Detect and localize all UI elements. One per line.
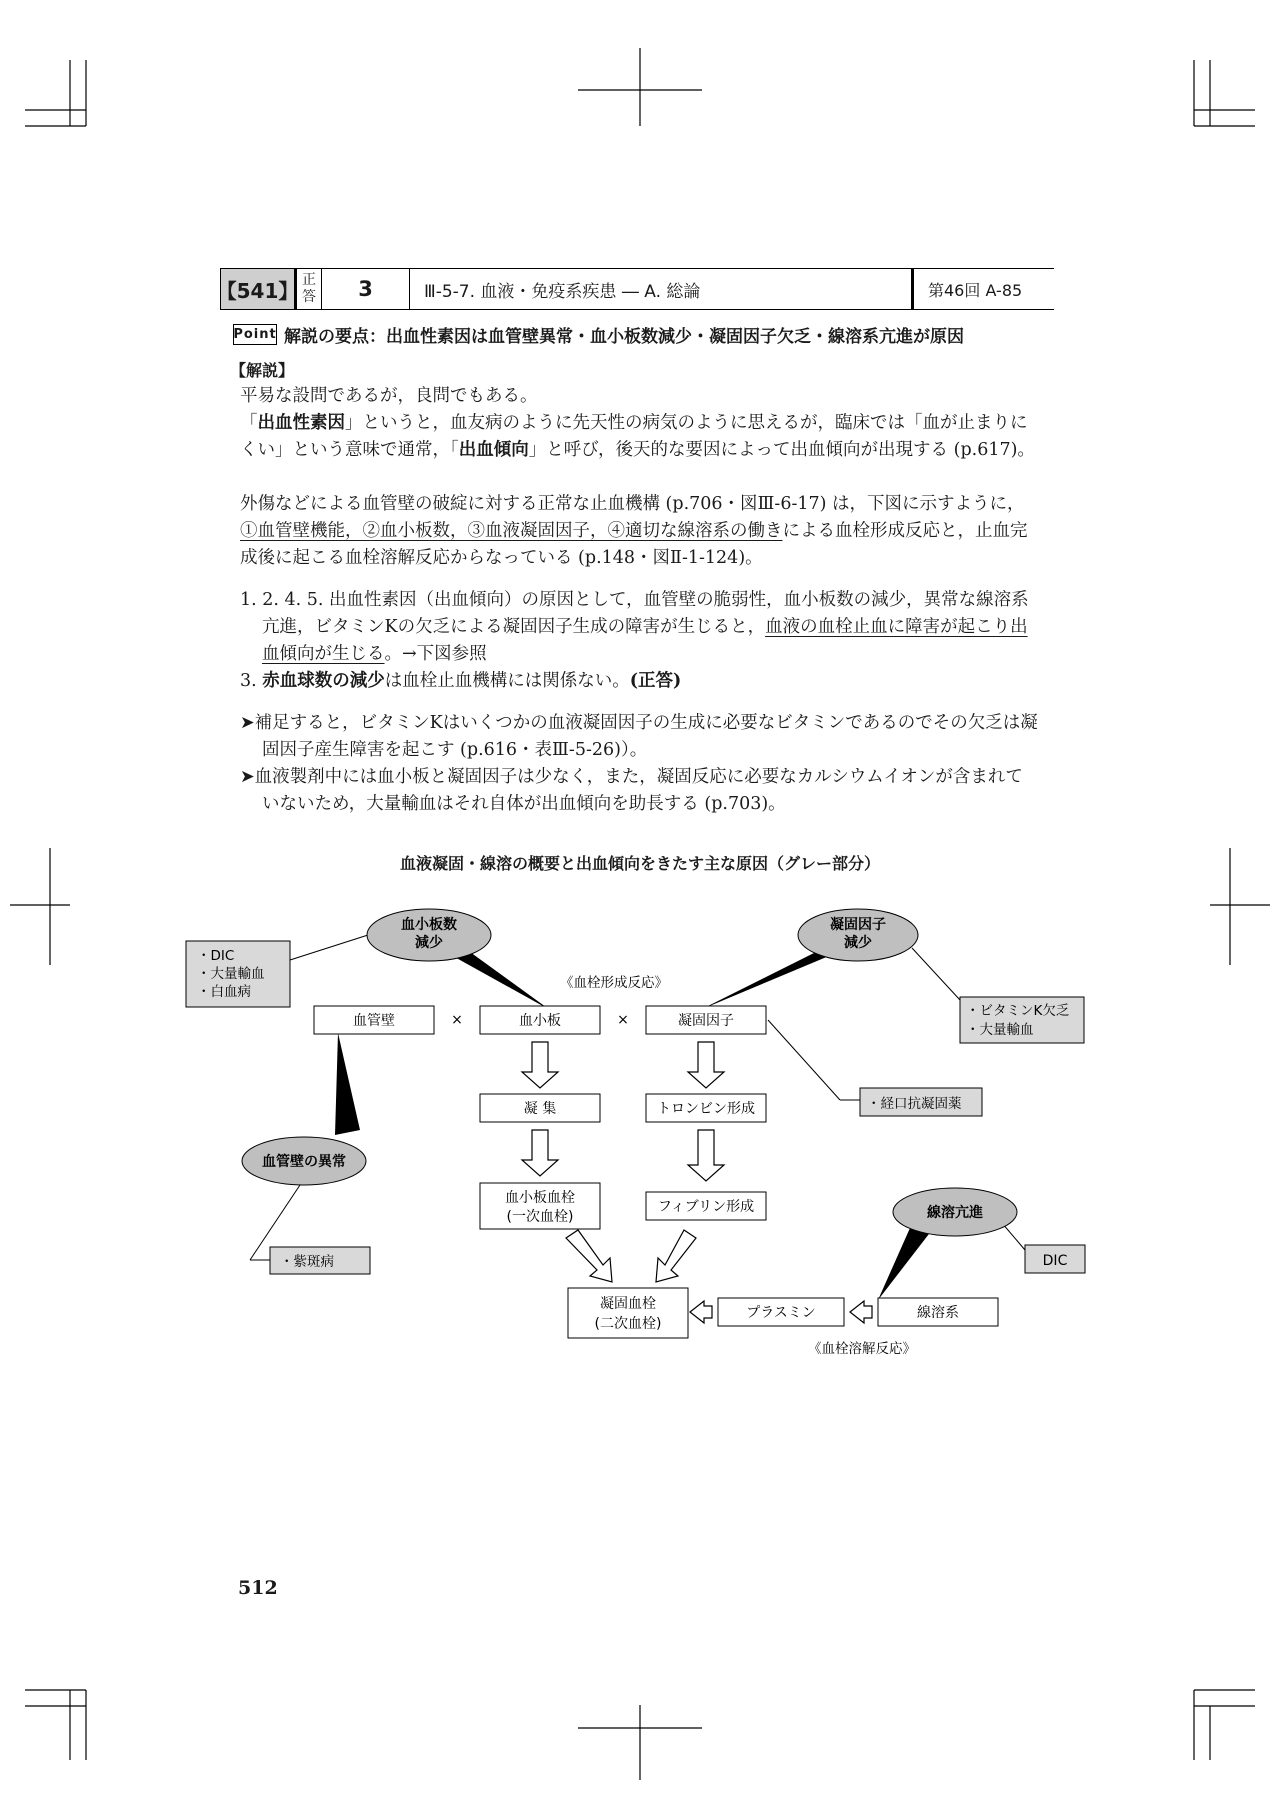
intro-paragraph-3: 外傷などによる血管壁の破綻に対する正常な止血機構 (p.706・図Ⅲ-6-17) は，下図に示すように，①血管壁機能，②血小板数，③血液凝固因子，④適切な線溶系の働きによる血栓形成反応と，止血完成後に起こる血栓溶解反応からなっている (p.148・図Ⅱ-1-124)。 <box>240 494 1028 568</box>
arrow-down-platelet <box>522 1042 558 1088</box>
answer-value: 3 <box>322 269 410 309</box>
arrow-down-thrombin <box>688 1130 724 1181</box>
right-cause-1: ・ビタミンK欠乏 <box>966 1003 1070 1019</box>
arrow-down-coag <box>688 1042 724 1088</box>
point-text: 解説の要点：出血性素因は血管壁異常・血小板数減少・凝固因子欠乏・線溶系亢進が原因 <box>284 327 964 347</box>
supplement-2: ➤血液製剤中には血小板と凝固因子は少なく，また，凝固反応に必要なカルシウムイオンが含まれていないため，大量輸血はそれ自体が出血傾向を助長する (p.703)。 <box>240 767 1023 814</box>
fibrinolysis-up-label: 線溶亢進 <box>927 1205 983 1221</box>
category-label: Ⅲ-5-7. 血液・免疫系疾患 ― A. 総論 <box>410 269 914 309</box>
times-sign-1: × <box>451 1012 463 1028</box>
platelet-decrease-line1: 血小板数 <box>401 917 457 933</box>
arrow-left-fibrinolytic <box>850 1301 872 1323</box>
times-sign-2: × <box>617 1012 629 1028</box>
fibrin-label: フィブリン形成 <box>657 1199 755 1215</box>
answer-label-bottom: 答 <box>302 289 316 305</box>
wedge-fibrinolysis <box>878 1228 932 1300</box>
wedge-vessel <box>335 1033 360 1135</box>
term-shukketsu-keiko: 出血傾向 <box>458 440 529 460</box>
section-heading: 【解説】 <box>230 361 295 380</box>
term-shukketsu-soin: 出血性素因 <box>257 413 345 433</box>
intro-paragraph-1: 平易な設問であるが，良問でもある。 <box>240 386 538 406</box>
arrow-diag-platelet-thrombus <box>566 1230 612 1282</box>
platelet-label: 血小板 <box>519 1013 561 1029</box>
supplement-1: ➤補足すると，ビタミンKはいくつかの血液凝固因子の生成に必要なビタミンであるのでその欠乏は凝固因子産生障害を起こす (p.616・表Ⅲ-5-26)）。 <box>240 713 1038 760</box>
anticoagulant-label: ・経口抗凝固薬 <box>867 1096 962 1112</box>
coag-decrease-line1: 凝固因子 <box>830 917 886 933</box>
thrombolysis-label: 《血栓溶解反応》 <box>808 1341 916 1357</box>
arrow-down-aggregation <box>522 1130 558 1176</box>
coag-thrombus-line1: 凝固血栓 <box>600 1296 656 1312</box>
arrow-diag-fibrin <box>656 1230 696 1282</box>
platelet-thrombus-line1: 血小板血栓 <box>505 1190 575 1206</box>
intro-paragraph-2: 「出血性素因」というと，血友病のように先天性の病気のように思えるが，臨床では「血が止まりにくい」という意味で通常，「出血傾向」と呼び，後天的な要因によって出血傾向が出現する (p.617)。 <box>240 413 1035 460</box>
purpura-label: ・紫斑病 <box>280 1254 334 1270</box>
wedge-platelet <box>442 950 550 1010</box>
thrombus-formation-label: 《血栓形成反応》 <box>560 975 668 991</box>
point-icon: Point <box>233 324 277 345</box>
page-number: 512 <box>238 1577 278 1599</box>
choice-1245: 1. 2. 4. 5. 出血性素因（出血傾向）の原因として，血管壁の脆弱性，血小板数の減少，異常な線溶系亢進，ビタミンKの欠乏による凝固因子生成の障害が生じると，血液の血栓止血に障害が起こり出血傾向が生じる。→下図参照 <box>240 590 1029 664</box>
question-number: 【541】 <box>220 269 297 309</box>
arrow-left-plasmin <box>690 1301 712 1323</box>
choice-3: 3. 赤血球数の減少は血栓止血機構には関係ない。(正答) <box>240 671 682 691</box>
answer-label-top: 正 <box>302 272 316 288</box>
diagram-title: 血液凝固・線溶の概要と出血傾向をきたす主な原因（グレー部分） <box>399 854 880 873</box>
fibrinolytic-label: 線溶系 <box>917 1305 959 1321</box>
coag-factor-label: 凝固因子 <box>678 1013 734 1029</box>
thrombin-label: トロンビン形成 <box>657 1101 755 1117</box>
aggregation-label: 凝 集 <box>523 1101 557 1117</box>
vessel-wall-label: 血管壁 <box>353 1013 395 1029</box>
left-cause-3: ・白血病 <box>197 984 251 1000</box>
exam-id: 第46回 A-85 <box>928 280 1023 300</box>
right-cause-2: ・大量輸血 <box>966 1022 1034 1038</box>
left-cause-2: ・大量輸血 <box>197 966 265 982</box>
platelet-thrombus-line2: (一次血栓) <box>506 1209 574 1225</box>
plasmin-label: プラスミン <box>746 1305 816 1321</box>
vessel-abnormal-label: 血管壁の異常 <box>262 1154 346 1170</box>
left-cause-1: ・DIC <box>197 948 235 964</box>
coag-decrease-line2: 減少 <box>844 935 872 951</box>
dic-label: DIC <box>1042 1253 1068 1269</box>
coag-thrombus-line2: (二次血栓) <box>594 1316 662 1332</box>
platelet-decrease-line2: 減少 <box>415 935 443 951</box>
